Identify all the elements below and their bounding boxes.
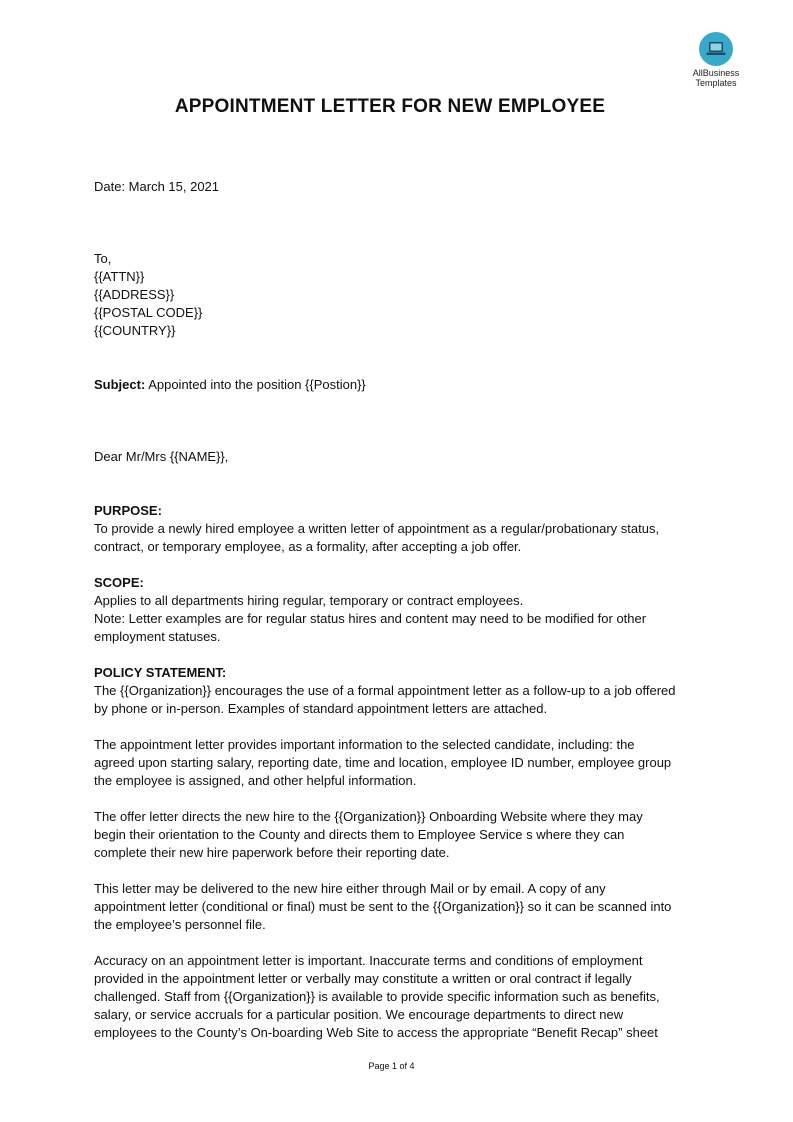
text-line: challenged. Staff from {{Organization}} is available to provide specific information such as benefits, (94, 989, 660, 1004)
recipient-block (94, 250, 714, 340)
recipient-line: {{COUNTRY}} (94, 323, 176, 338)
paragraph (94, 880, 714, 934)
text-line: begin their orientation to the County and directs them to Employee Service s where they can (94, 827, 625, 842)
section-heading: POLICY STATEMENT: (94, 665, 227, 680)
text-line: The offer letter directs the new hire to the {{Organization}} Onboarding Website where they may (94, 809, 643, 824)
text-line: The {{Organization}} encourages the use of a formal appointment letter as a follow-up to a job offered (94, 683, 676, 698)
recipient-line: {{ATTN}} (94, 269, 145, 284)
laptop-icon (699, 32, 733, 66)
text-line: Accuracy on an appointment letter is important. Inaccurate terms and conditions of employment (94, 953, 643, 968)
document-title: APPOINTMENT LETTER FOR NEW EMPLOYEE (174, 96, 606, 117)
text-line: by phone or in-person. Examples of standard appointment letters are attached. (94, 701, 548, 716)
text-line: This letter may be delivered to the new hire either through Mail or by email. A copy of any (94, 881, 606, 896)
text-line: employment statuses. (94, 629, 221, 644)
subject-label: Subject: (94, 377, 146, 392)
purpose-section (94, 502, 714, 556)
text-line: contract, or temporary employee, as a formality, after accepting a job offer. (94, 539, 522, 554)
text-line: The appointment letter provides important information to the selected candidate, including: the (94, 737, 635, 752)
text-line: Note: Letter examples are for regular status hires and content may need to be modified for other (94, 611, 647, 626)
policy-section (94, 664, 714, 1042)
paragraph (94, 736, 714, 790)
subject-line (94, 376, 714, 394)
text-line: the employee is assigned, and other helpful information. (94, 773, 417, 788)
text-line: Applies to all departments hiring regular, temporary or contract employees. (94, 593, 524, 608)
subject-text: Appointed into the position {{Postion}} (145, 377, 366, 392)
page-number: Page 1 of 4 (368, 1061, 415, 1071)
scope-section (94, 574, 714, 646)
text-line: To provide a newly hired employee a written letter of appointment as a regular/probationary status, (94, 521, 660, 536)
text-line: appointment letter (conditional or final) must be sent to the {{Organization}} so it can be scanned into (94, 899, 672, 914)
recipient-line: {{ADDRESS}} (94, 287, 175, 302)
recipient-line: {{POSTAL CODE}} (94, 305, 203, 320)
logo-text: AllBusiness Templates (692, 68, 740, 88)
text-line: complete their new hire paperwork before their reporting date. (94, 845, 450, 860)
text-line: agreed upon starting salary, reporting date, time and location, employee ID number, employee group (94, 755, 672, 770)
date-line: Date: March 15, 2021 (94, 179, 220, 194)
paragraph (94, 682, 714, 718)
section-heading: PURPOSE: (94, 503, 162, 518)
paragraph (94, 808, 714, 862)
text-line: employees to the County’s On-boarding Web Site to access the appropriate “Benefit Recap” sheet (94, 1025, 658, 1040)
text-line: provided in the appointment letter or verbally may constitute a written or oral contract if legally (94, 971, 632, 986)
salutation: Dear Mr/Mrs {{NAME}}, (94, 449, 229, 464)
recipient-line: To, (94, 251, 112, 266)
text-line: the employee’s personnel file. (94, 917, 266, 932)
paragraph (94, 952, 714, 1042)
brand-logo (686, 32, 746, 88)
text-line: salary, or service accruals for a particular position. We encourage departments to direct new (94, 1007, 624, 1022)
letter-body (94, 178, 714, 1042)
section-heading: SCOPE: (94, 575, 144, 590)
